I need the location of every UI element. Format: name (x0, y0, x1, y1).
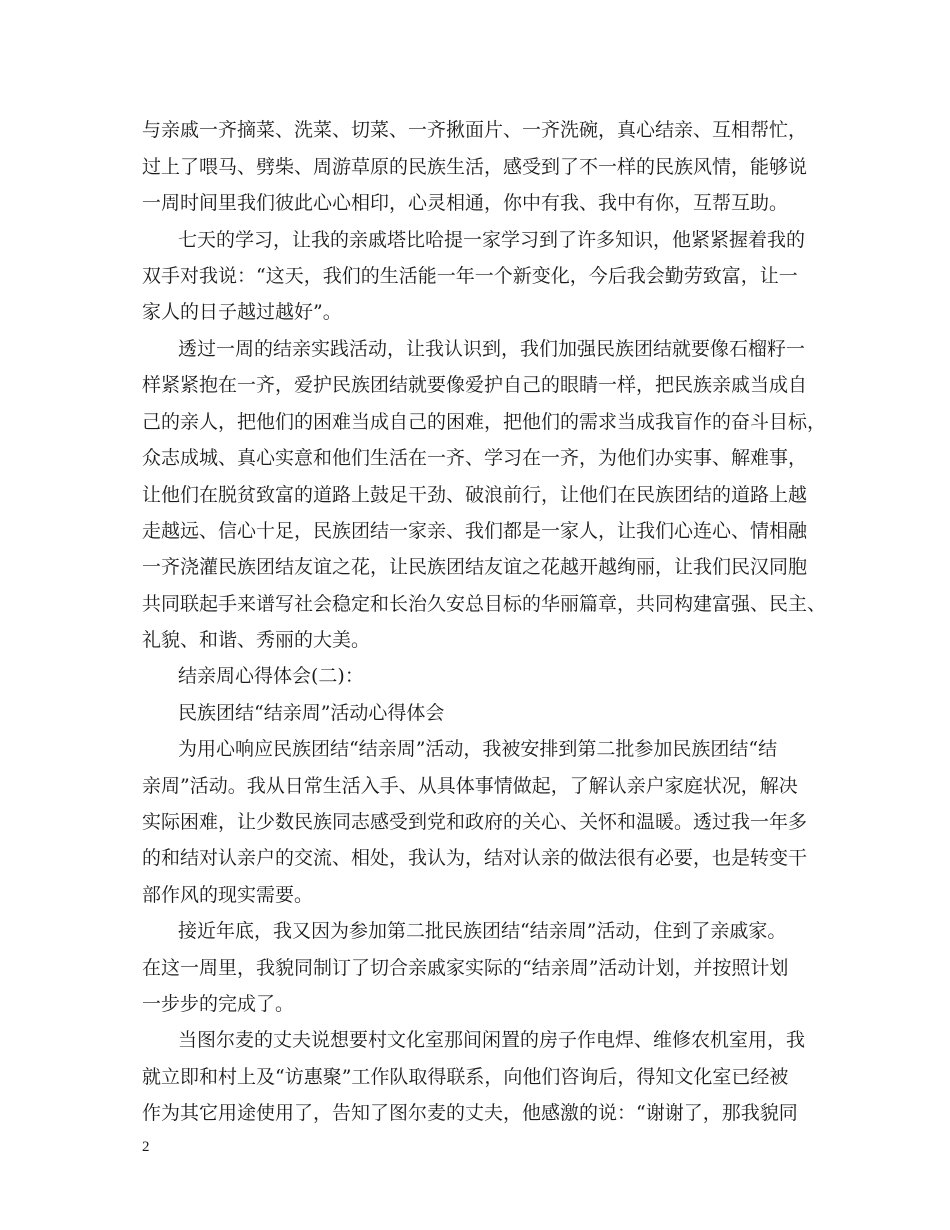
text-line: 亲周”活动。我从日常生活入手、从具体事情做起，了解认亲户家庭状况，解决 (142, 775, 798, 797)
text-line: 众志成城、真心实意和他们生活在一齐、学习在一齐，为他们办实事、解难事， (142, 447, 808, 469)
text-line: 礼貌、和谐、秀丽的大美。 (142, 629, 371, 651)
text-line: 当图尔麦的丈夫说想要村文化室那间闲置的房子作电焊、维修农机室用，我 (178, 1029, 806, 1051)
text-line: 样紧紧抱在一齐，爱护民族团结就要像爱护自己的眼睛一样，把民族亲戚当成自 (142, 374, 808, 396)
page-number: 2 (142, 1139, 150, 1155)
text-line: 走越远、信心十足，民族团结一家亲、我们都是一家人，让我们心连心、情相融 (142, 520, 808, 542)
text-line: 过上了喂马、劈柴、周游草原的民族生活，感受到了不一样的民族风情，能够说 (142, 156, 808, 178)
text-line: 部作风的现实需要。 (142, 884, 314, 906)
text-line: 与亲戚一齐摘菜、洗菜、切菜、一齐揪面片、一齐洗碗，真心结亲、互相帮忙， (142, 119, 808, 141)
text-line: 一步步的完成了。 (142, 993, 295, 1015)
text-line: 接近年底，我又因为参加第二批民族团结“结亲周”活动，住到了亲戚家。 (178, 920, 787, 942)
text-line: 为用心响应民族团结“结亲周”活动，我被安排到第二批参加民族团结“结 (178, 738, 778, 760)
text-line: 一齐浇灌民族团结友谊之花，让民族团结友谊之花越开越绚丽，让我们民汉同胞 (142, 556, 808, 578)
text-line: 共同联起手来谱写社会稳定和长治久安总目标的华丽篇章，共同构建富强、民主、 (142, 593, 827, 615)
text-line: 一周时间里我们彼此心心相印，心灵相通，你中有我、我中有你，互帮互助。 (142, 192, 789, 214)
text-line: 在这一周里，我貌同制订了切合亲戚家实际的“结亲周”活动计划，并按照计划 (142, 957, 789, 979)
text-line: 让他们在脱贫致富的道路上鼓足干劲、破浪前行，让他们在民族团结的道路上越 (142, 484, 808, 506)
section-heading: 结亲周心得体会(二)： (178, 665, 364, 687)
text-line: 作为其它用途使用了，告知了图尔麦的丈夫，他感激的说：“谢谢了，那我貌同 (142, 1102, 798, 1124)
text-line: 双手对我说：“这天，我们的生活能一年一个新变化，今后我会勤劳致富，让一 (142, 265, 798, 287)
section-title: 民族团结“结亲周”活动心得体会 (178, 702, 445, 724)
text-line: 透过一周的结亲实践活动，让我认识到，我们加强民族团结就要像石榴籽一 (178, 338, 806, 360)
text-line: 的和结对认亲户的交流、相处，我认为，结对认亲的做法很有必要，也是转变干 (142, 847, 808, 869)
text-line: 实际困难，让少数民族同志感受到党和政府的关心、关怀和温暖。透过我一年多 (142, 811, 808, 833)
text-line: 就立即和村上及“访惠聚”工作队取得联系，向他们咨询后，得知文化室已经被 (142, 1066, 789, 1088)
text-line: 家人的日子越过越好”。 (142, 301, 342, 323)
text-line: 己的亲人，把他们的困难当成自己的困难，把他们的需求当成我盲作的奋斗目标， (142, 411, 827, 433)
text-line: 七天的学习，让我的亲戚塔比哈提一家学习到了许多知识，他紧紧握着我的 (178, 229, 806, 251)
